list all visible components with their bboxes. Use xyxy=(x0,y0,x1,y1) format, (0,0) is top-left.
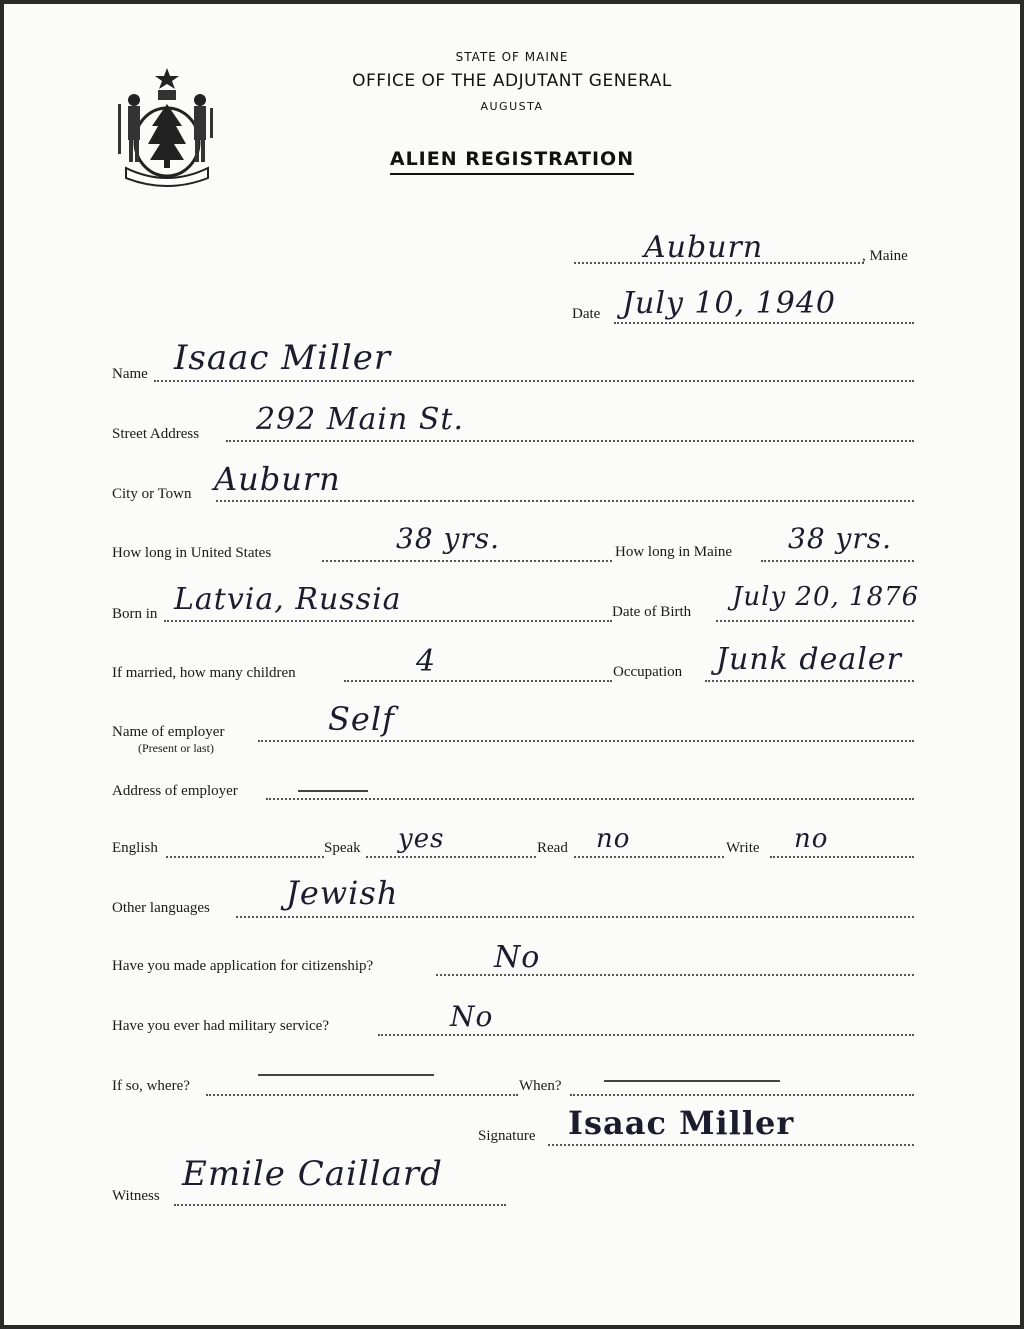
witness-label: Witness xyxy=(112,1188,160,1204)
date-value: July 10, 1940 xyxy=(622,286,837,321)
date-label: Date xyxy=(572,306,601,322)
employer-address-label: Address of employer xyxy=(112,783,238,799)
children-label: If married, how many children xyxy=(112,665,296,681)
read-value: no xyxy=(596,824,631,854)
date-of-birth-label: Date of Birth xyxy=(612,604,692,620)
other-languages-label: Other languages xyxy=(112,900,210,916)
place-value: Auburn xyxy=(644,230,764,265)
write-label: Write xyxy=(726,840,760,856)
date-of-birth-value: July 20, 1876 xyxy=(732,582,920,612)
place-suffix: , Maine xyxy=(862,248,908,264)
military-value: No xyxy=(450,1000,494,1033)
military-label: Have you ever had military service? xyxy=(112,1018,329,1034)
children-value: 4 xyxy=(416,644,437,679)
how-long-us-label: How long in United States xyxy=(112,545,272,561)
name-value: Isaac Miller xyxy=(174,338,392,378)
how-long-us-value: 38 yrs. xyxy=(396,522,501,555)
other-languages-value: Jewish xyxy=(286,874,399,912)
city-value: Auburn xyxy=(214,460,341,498)
employer-value: Self xyxy=(328,700,395,738)
born-in-value: Latvia, Russia xyxy=(174,582,402,617)
employer-sublabel: (Present or last) xyxy=(138,741,214,755)
english-label: English xyxy=(112,840,158,856)
speak-value: yes xyxy=(398,824,445,854)
alien-registration-form xyxy=(4,4,1020,1325)
how-long-maine-value: 38 yrs. xyxy=(788,522,893,555)
form-title: ALIEN REGISTRATION xyxy=(4,148,1020,170)
how-long-maine-label: How long in Maine xyxy=(615,544,733,560)
employer-label: Name of employer xyxy=(112,724,225,740)
write-value: no xyxy=(794,824,829,854)
signature-value: Isaac Miller xyxy=(568,1104,795,1142)
witness-value: Emile Caillard xyxy=(182,1154,443,1194)
when-label: When? xyxy=(519,1078,562,1094)
street-value: 292 Main St. xyxy=(256,402,464,437)
occupation-value: Junk dealer xyxy=(716,642,902,677)
born-in-label: Born in xyxy=(112,606,158,622)
city-heading: AUGUSTA xyxy=(480,100,544,113)
office-heading: OFFICE OF THE ADJUTANT GENERAL xyxy=(352,71,672,91)
signature-label: Signature xyxy=(478,1128,536,1144)
state-heading: STATE OF MAINE xyxy=(455,50,569,64)
street-label: Street Address xyxy=(112,426,200,442)
city-label: City or Town xyxy=(112,486,192,502)
occupation-label: Occupation xyxy=(613,664,683,680)
speak-label: Speak xyxy=(324,840,361,856)
citizenship-value: No xyxy=(494,940,541,975)
read-label: Read xyxy=(537,840,568,856)
where-label: If so, where? xyxy=(112,1078,190,1094)
citizenship-label: Have you made application for citizenship? xyxy=(112,958,374,974)
name-label: Name xyxy=(112,366,148,382)
